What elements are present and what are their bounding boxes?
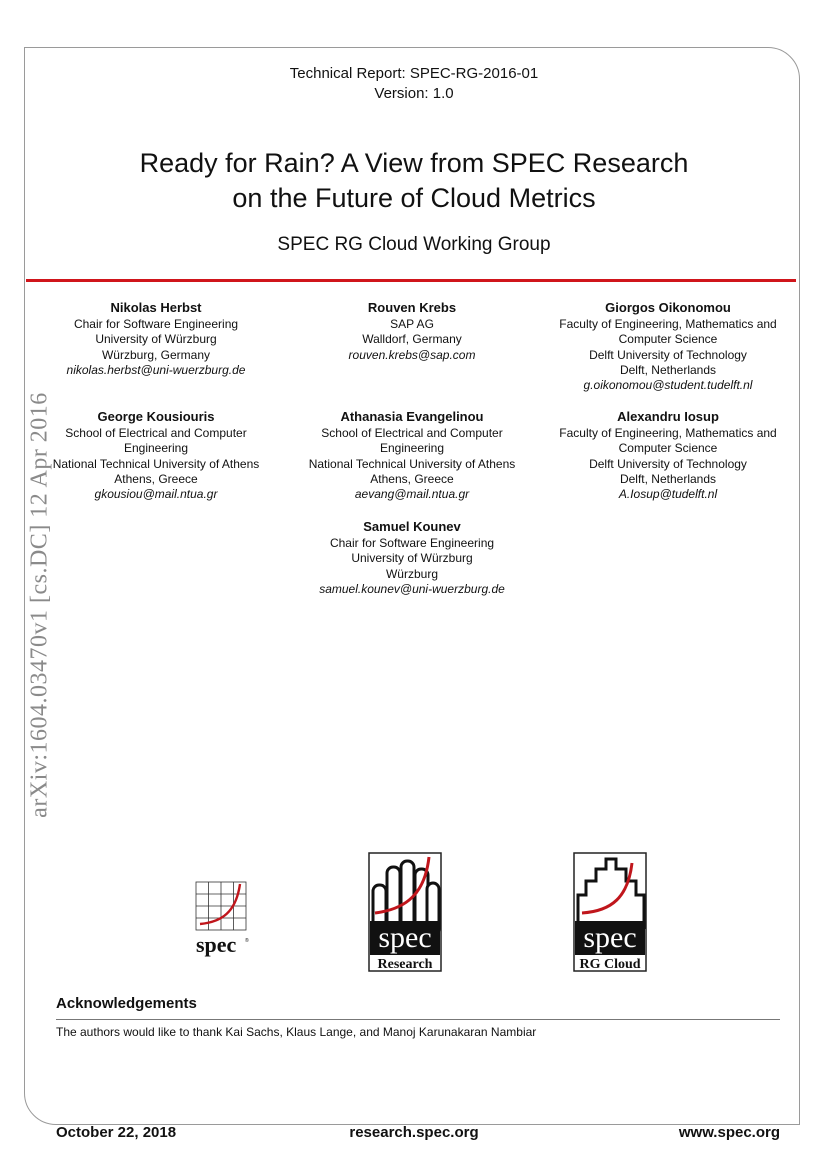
author-affiliation: Athens, Greece [370,471,454,486]
author-affiliation: University of Würzburg [95,332,217,347]
acknowledgements-divider [56,1019,780,1020]
author-email[interactable]: g.oikonomou@student.tudelft.nl [583,378,753,393]
spec-research-logo-text: spec [378,921,432,954]
paper-title [0,146,828,216]
author-affiliation: Computer Science [618,332,718,347]
footer-date: October 22, 2018 [56,1124,177,1141]
author-block [543,409,793,502]
author-name: Samuel Kounev [363,519,461,534]
author-email[interactable]: nikolas.herbst@uni-wuerzburg.de [66,362,246,377]
author-affiliation: Athens, Greece [114,471,198,486]
author-name: Nikolas Herbst [110,300,202,315]
author-affiliation: Computer Science [618,441,718,456]
author-email[interactable]: A.Iosup@tudelft.nl [618,487,718,502]
spec-rg-cloud-logo-subtitle: RG Cloud [579,957,641,972]
author-affiliation: Engineering [379,441,445,456]
author-email[interactable]: aevang@mail.ntua.gr [354,487,470,502]
author-name: Athanasia Evangelinou [340,409,484,424]
spec-research-logo-subtitle: Research [377,957,433,972]
author-block [543,300,793,393]
acknowledgements-heading: Acknowledgements [56,995,197,1012]
author-name: George Kousiouris [97,409,215,424]
author-affiliation: SAP AG [390,317,434,331]
author-block [31,409,281,502]
author-affiliation: Delft University of Technology [589,347,747,362]
author-email[interactable]: gkousiou@mail.ntua.gr [94,487,218,502]
spec-logo-text: spec [196,932,237,957]
author-block [287,409,537,502]
title-line-1: Ready for Rain? A View from SPEC Research [139,148,689,178]
report-number: Technical Report: SPEC-RG-2016-01 [289,65,539,82]
acknowledgements-text: The authors would like to thank Kai Sachs, Klaus Lange, and Manoj Karunakaran Nambiar [56,1025,537,1039]
author-affiliation: University of Würzburg [351,551,473,566]
arxiv-sidebar-stamp: arXiv:1604.03470v1 [cs.DC] 12 Apr 2016 [26,392,53,818]
spec-rg-cloud-logo-text: spec [583,921,637,954]
title-divider [26,279,796,282]
author-email[interactable]: samuel.kounev@uni-wuerzburg.de [319,581,505,596]
author-affiliation: Delft, Netherlands [619,471,717,486]
author-affiliation: National Technical University of Athens [308,456,516,471]
author-affiliation: School of Electrical and Computer [321,426,503,440]
author-affiliation: Walldorf, Germany [362,332,462,347]
author-affiliation: Chair for Software Engineering [329,536,495,550]
spec-logo [192,880,254,958]
author-name: Rouven Krebs [367,300,457,315]
author-affiliation: Chair for Software Engineering [73,317,239,331]
author-block [31,300,281,378]
footer-url-link[interactable]: www.spec.org [678,1124,780,1141]
author-affiliation: Würzburg [385,566,438,581]
spec-rg-cloud-logo [572,851,652,977]
report-version: Version: 1.0 [374,85,454,102]
title-line-2: on the Future of Cloud Metrics [232,183,596,213]
author-affiliation: Delft University of Technology [589,456,747,471]
author-name: Alexandru Iosup [617,409,719,424]
working-group: SPEC RG Cloud Working Group [277,234,551,255]
author-affiliation: National Technical University of Athens [52,456,260,471]
author-block [287,300,537,363]
author-affiliation: School of Electrical and Computer [65,426,247,440]
author-affiliation: Delft, Netherlands [619,362,717,377]
author-block [287,519,537,597]
spec-research-logo [367,851,447,977]
author-affiliation: Engineering [123,441,189,456]
author-name: Giorgos Oikonomou [605,300,731,315]
author-affiliation: Würzburg, Germany [101,347,211,362]
svg-text:®: ® [245,938,249,944]
footer-site-link[interactable]: research.spec.org [349,1124,479,1141]
author-email[interactable]: rouven.krebs@sap.com [348,347,476,362]
author-affiliation: Faculty of Engineering, Mathematics and [559,317,777,331]
author-affiliation: Faculty of Engineering, Mathematics and [559,426,777,440]
